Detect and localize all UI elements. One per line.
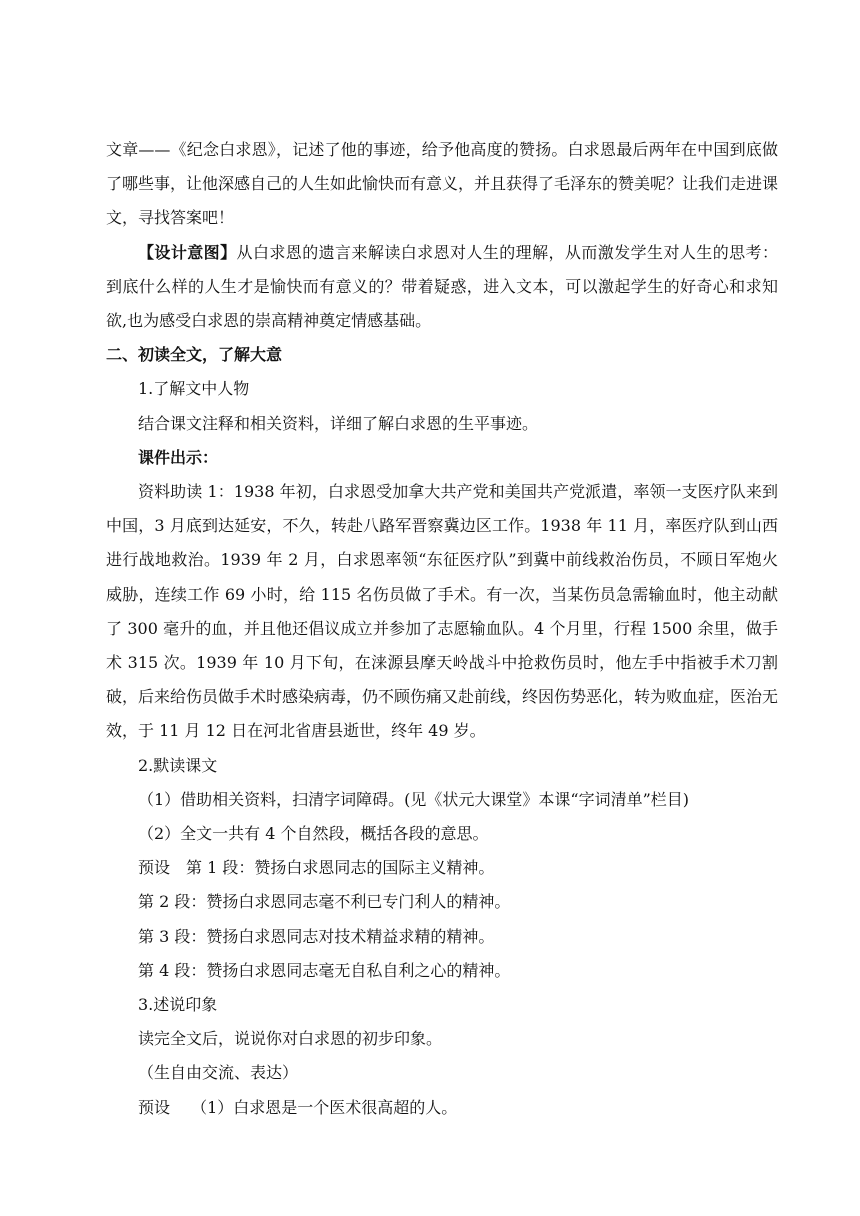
intro-paragraph: 文章——《纪念白求恩》，记述了他的事迹，给予他高度的赞扬。白求恩最后两年在中国到底做了哪些事，让他深感自己的人生如此愉快而有意义，并且获得了毛泽东的赞美呢？让我们走进课文，寻找答案吧！ <box>106 140 779 228</box>
item-3-text: 读完全文后，说说你对白求恩的初步印象。 <box>138 1029 443 1049</box>
material-paragraph: 资料助读 1：1938 年初，白求恩受加拿大共产党和美国共产党派遣，率领一支医疗队来到中国，3 月底到达延安，不久，转赴八路军晋察冀边区工作。1938 年 11 月，率医疗队到山西进行战地救治。1939 年 2 月，白求恩率领“东征医疗队”到冀中前线救治伤员，不顾日军炮火威胁，连续工作 69 小时，给 115 名伤员做了手术。有一次，当某伤员急需输血时，他主动献了 300 毫升的血，并且他还倡议成立并参加了志愿输血队。4 个月里，行程 1500 余里，做手术 315 次。1939 年 10 月下旬，在涞源县摩天岭战斗中抢救伤员时，他左手中指被手术刀割破，后来给伤员做手术时感染病毒，仍不顾伤痛又赴前线，终因伤势恶化，转为败血症，医治无效，于 11 月 12 日在河北省唐县逝世，终年 49 岁。 <box>106 482 779 741</box>
document-body <box>106 133 778 1125</box>
preset-1: 预设 第 1 段：赞扬白求恩同志的国际主义精神。 <box>138 858 495 878</box>
courseware-label: 课件出示： <box>138 447 219 467</box>
item-2-sub-1: （1）借助相关资料，扫清字词障碍。(见《状元大课堂》本课“字词清单”栏目) <box>138 789 690 809</box>
design-intent-text: 从白求恩的遗言来解读白求恩对人生的理解，从而激发学生对人生的思考：到底什么样的人生才是愉快而有意义的？带着疑惑，进入文本，可以激起学生的好奇心和求知欲,也为感受白求恩的崇高精神奠定情感基础。 <box>106 242 778 331</box>
section-2-heading: 二、初读全文，了解大意 <box>106 345 283 365</box>
paragraph-3-summary: 第 3 段：赞扬白求恩同志对技术精益求精的精神。 <box>138 926 495 946</box>
paragraph-2-summary: 第 2 段：赞扬白求恩同志毫不利已专门利人的精神。 <box>138 892 511 912</box>
preset-2: 预设 （1）白求恩是一个医术很高超的人。 <box>138 1097 458 1117</box>
item-3-note: （生自由交流、表达） <box>138 1063 299 1083</box>
design-intent-paragraph <box>106 236 778 339</box>
item-2-heading: 2.默读课文 <box>138 755 218 775</box>
design-intent-label: 【设计意图】 <box>138 242 237 262</box>
item-3-heading: 3.述说印象 <box>138 995 218 1015</box>
item-1-text: 结合课文注释和相关资料，详细了解白求恩的生平事迹。 <box>138 413 539 433</box>
paragraph-4-summary: 第 4 段：赞扬白求恩同志毫无自私自利之心的精神。 <box>138 960 511 980</box>
item-1-heading: 1.了解文中人物 <box>138 379 250 399</box>
item-2-sub-2: （2）全文一共有 4 个自然段，概括各段的意思。 <box>138 824 489 844</box>
